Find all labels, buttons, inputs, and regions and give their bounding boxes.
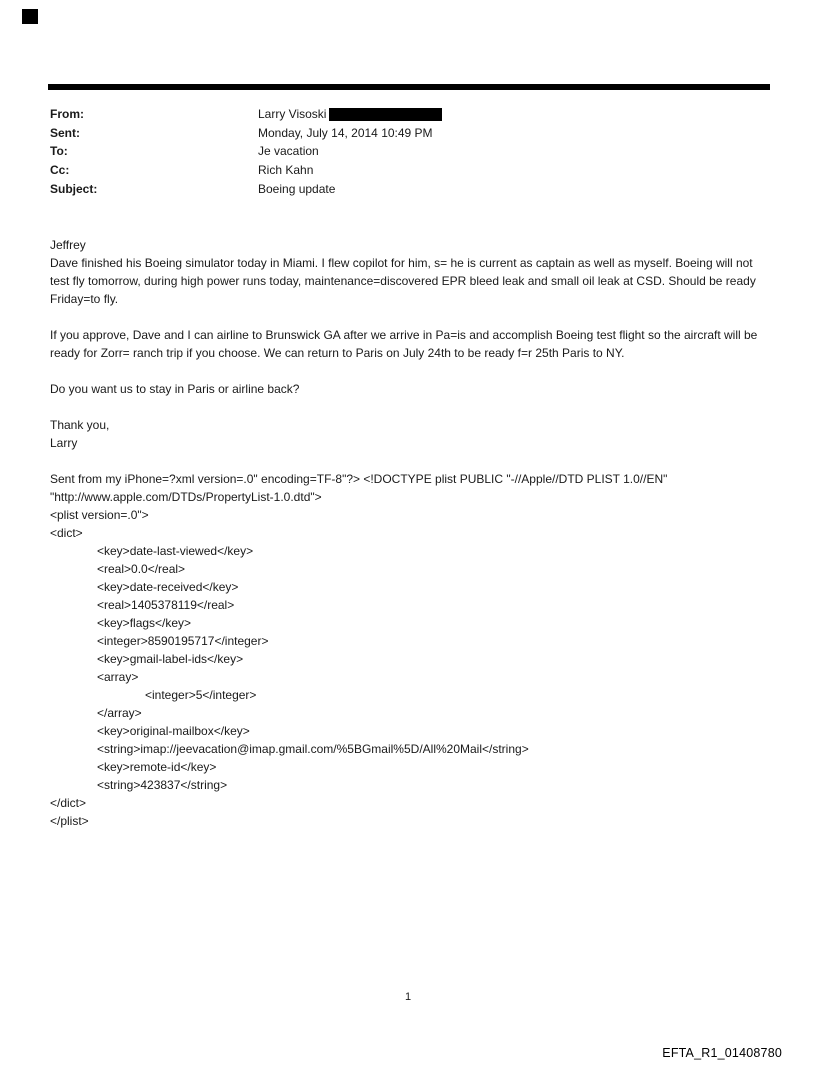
header-field-value: Monday, July 14, 2014 10:49 PM [258,125,433,140]
header-field-label: To: [50,144,68,159]
email-body-line: <array> [97,670,139,684]
email-body-line [50,362,758,380]
email-header-row [50,105,762,124]
email-header-row [50,180,762,199]
email-body-line: </plist> [50,814,89,828]
email-body-line: </dict> [50,796,87,810]
email-body-line: <string>imap://jeevacation@imap.gmail.com/%5BGmail%5D/All%20Mail</string> [97,742,529,756]
email-body-line: Jeffrey [50,238,86,252]
email-body-line: Thank you, [50,418,110,432]
email-body-line: <key>date-received</key> [97,580,239,594]
email-body-line [50,308,758,326]
email-body-line: <real>1405378119</real> [97,598,235,612]
header-field-value: Rich Kahn [258,163,314,178]
email-body [50,236,761,830]
email-body-line: <key>date-last-viewed</key> [97,544,254,558]
email-body-line: <key>remote-id</key> [97,760,217,774]
header-field-value: Je vacation [258,144,319,159]
email-body-line: <plist version=.0"> [50,508,149,522]
email-body-line: <key>gmail-label-ids</key> [97,652,244,666]
email-body-line: Sent from my iPhone=?xml version=.0" encoding=TF-8"?> <!DOCTYPE plist PUBLIC "-//Apple//DTD PLIST 1.0//EN" "http://www.apple.com/DTDs/PropertyList-1.0.dtd"> [50,472,671,504]
header-divider-rule [48,84,770,90]
email-body-line: <integer>5</integer> [145,688,257,702]
email-body-line: <key>flags</key> [97,616,192,630]
header-field-value: Larry Visoski [258,107,327,121]
page-number: 1 [404,991,412,1003]
redaction-box [329,108,442,121]
header-field-label: Subject: [50,181,98,196]
scan-mark-top-left [22,9,38,24]
email-body-line: Larry [50,436,78,450]
header-field-value: Boeing update [258,181,336,196]
email-body-line: Do you want us to stay in Paris or airline back? [50,382,300,396]
email-body-line: <key>original-mailbox</key> [97,724,250,738]
email-body-line: <dict> [50,526,83,540]
email-header-block [50,105,762,198]
email-body-line: <string>423837</string> [97,778,228,792]
email-header-row [50,161,762,180]
email-body-line: Dave finished his Boeing simulator today in Miami. I flew copilot for him, s= he is current as captain as well as myself. Boeing will not test fly tomorrow, during high power runs today, maintenance=discovered EPR bleed leak and small oil leak at CSD. Should be ready Friday=to fly. [50,256,760,306]
header-field-label: Cc: [50,163,70,178]
email-body-line: If you approve, Dave and I can airline to Brunswick GA after we arrive in Pa=is and accomplish Boeing test flight so the aircraft will be ready for Zorr= ranch trip if you choose. We can return to Paris on July 24th to be ready f=r 25th Paris to NY. [50,328,761,360]
email-body-line: </array> [97,706,142,720]
header-field-label: From: [50,107,84,121]
email-body-line [50,398,758,416]
email-body-line: <integer>8590195717</integer> [97,634,269,648]
email-header-row [50,142,762,161]
email-body-line [50,452,758,470]
email-body-line: <real>0.0</real> [97,562,186,576]
bates-number: EFTA_R1_01408780 [662,1046,782,1060]
email-header-row [50,124,762,143]
header-field-label: Sent: [50,125,80,140]
